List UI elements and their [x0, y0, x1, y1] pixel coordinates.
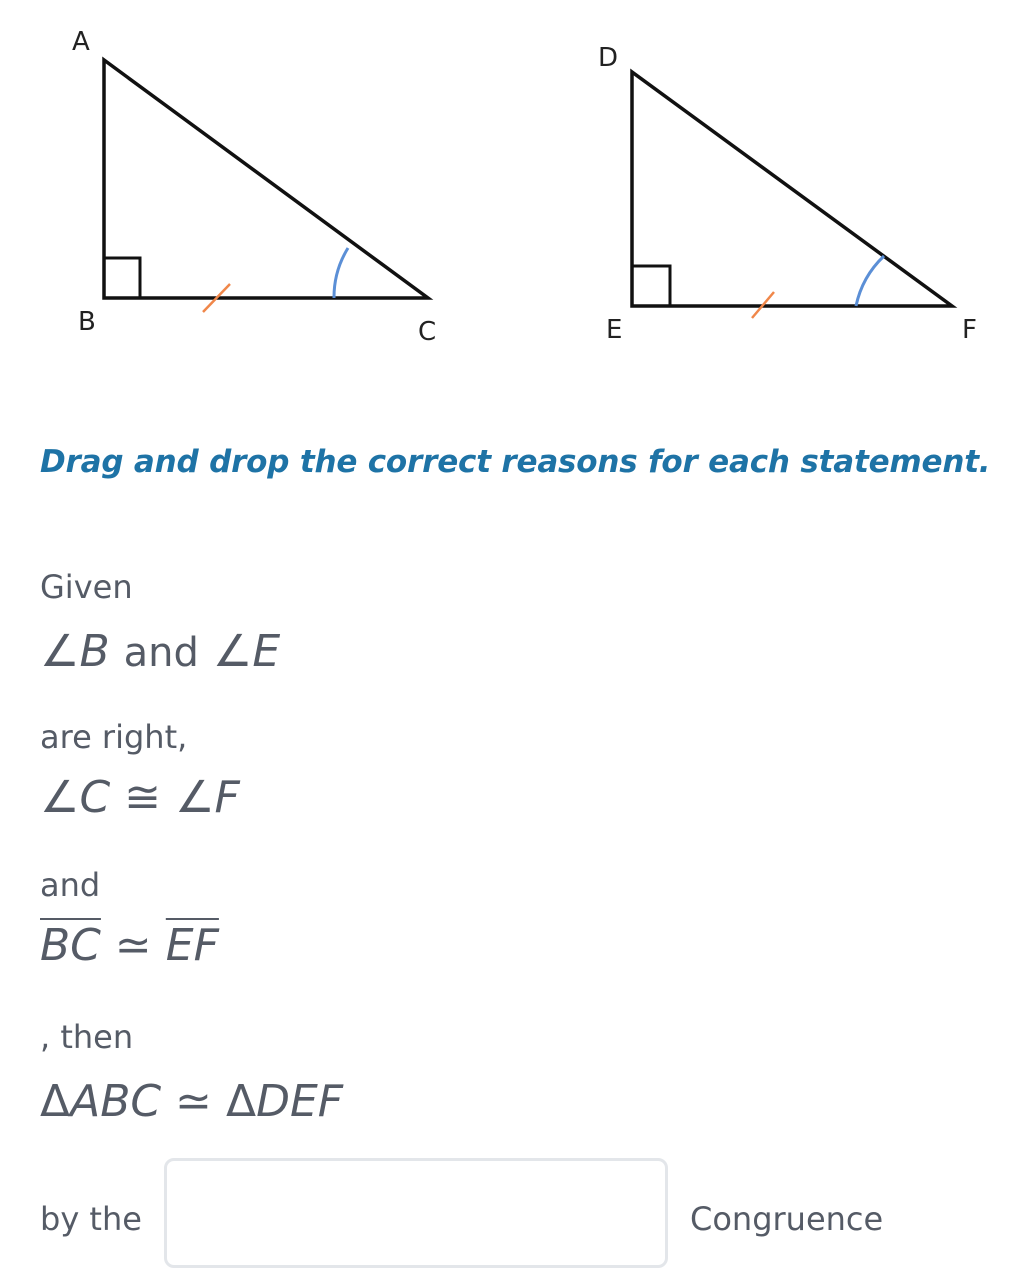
angle-arc-c [334, 248, 348, 298]
instruction-heading: Drag and drop the correct reasons for each statement. [40, 444, 991, 480]
right-angle-marker-b [104, 258, 140, 298]
angle-symbol: ∠ [40, 772, 80, 823]
segment-bc-label: $\overline{BC}$ [40, 920, 101, 971]
vertex-label-c: C [418, 317, 437, 347]
vertex-label-e: E [606, 315, 623, 345]
vertex-label-a: A [72, 27, 90, 57]
triangle-symbol: Δ [40, 1076, 71, 1127]
triangle-abc-label: ABC [70, 1076, 162, 1127]
triangle-abc [72, 27, 436, 347]
segment-congruence-statement [40, 920, 219, 971]
vertex-label-b: B [78, 307, 96, 337]
by-the-text: by the [40, 1200, 142, 1238]
congruence-text: Congruence [690, 1200, 884, 1238]
triangles-figure [0, 0, 1024, 380]
congruent-symbol: ≅ [124, 772, 162, 823]
vertex-label-f: F [962, 315, 977, 345]
angles-right-statement [40, 626, 280, 677]
and-text-2: and [40, 866, 101, 904]
angle-symbol: ∠ [175, 772, 215, 823]
reason-drop-zone[interactable] [164, 1158, 668, 1268]
angle-e-label: E [252, 626, 281, 677]
triangle-congruence-statement [40, 1076, 343, 1127]
angle-congruence-statement [40, 772, 240, 823]
are-right-text: are right, [40, 718, 188, 756]
angle-symbol: ∠ [40, 626, 80, 677]
triangle-congruent-symbol: ≃ [175, 1076, 212, 1127]
and-text: and [123, 630, 199, 676]
right-angle-marker-e [632, 266, 670, 306]
triangle-def-label: DEF [256, 1076, 344, 1127]
angle-b-label: B [79, 626, 110, 677]
triangle-symbol: Δ [226, 1076, 257, 1127]
given-text: Given [40, 568, 133, 606]
angle-f-label: F [214, 772, 240, 823]
vertex-label-d: D [598, 43, 619, 73]
segment-congruent-symbol: ≃ [114, 920, 152, 971]
triangle-def [598, 43, 977, 345]
angle-arc-f [856, 256, 884, 306]
then-text: , then [40, 1018, 134, 1056]
angle-c-label: C [79, 772, 111, 823]
segment-ef-label: $\overline{EF}$ [165, 920, 219, 971]
angle-symbol: ∠ [212, 626, 253, 677]
